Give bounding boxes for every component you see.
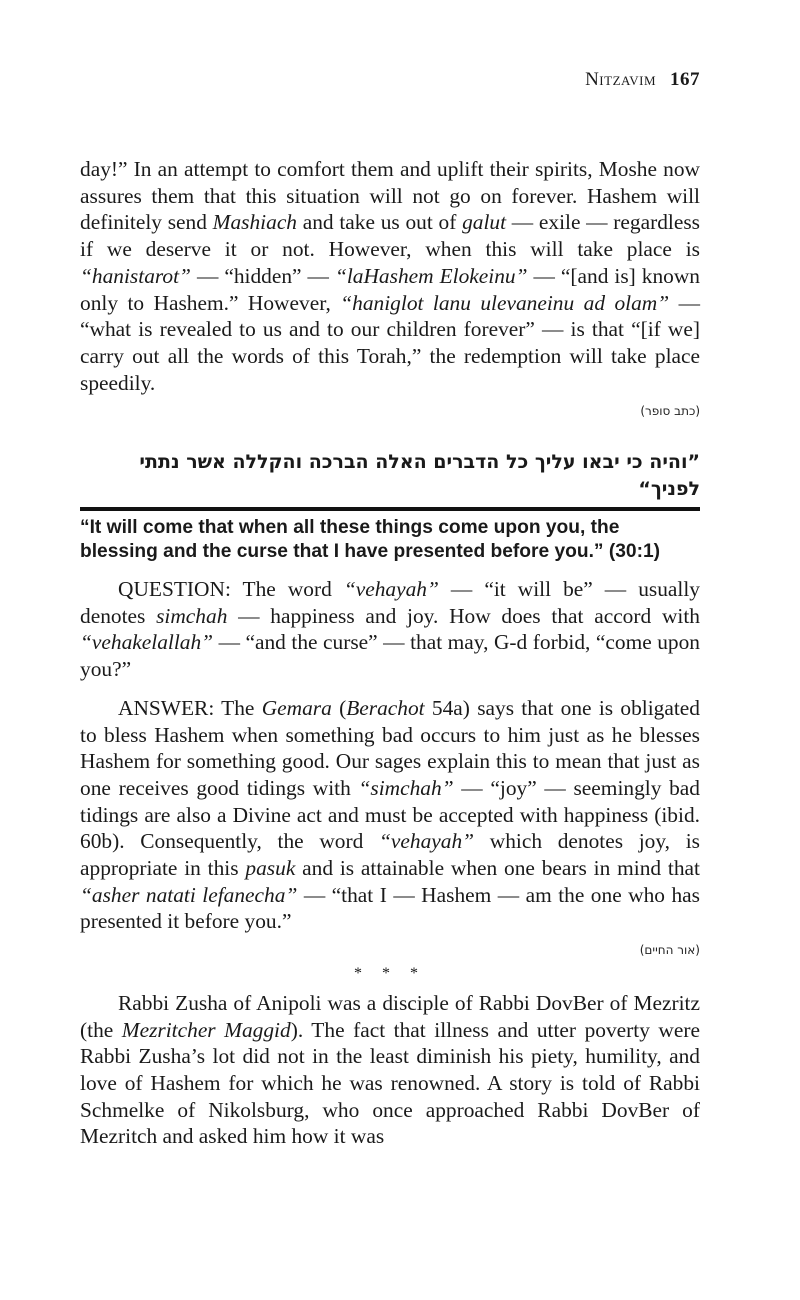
text-run: — “what is revealed to us and to our children forever” — is that “[if we] carry out all the words of this Torah,” the redemption will take place speedily. bbox=[80, 290, 700, 395]
source-citation-ksav-sofer: (כתב סופר) bbox=[640, 404, 700, 419]
italic-term: “vehayah” bbox=[343, 577, 439, 602]
text-run: — “it will be” — usually denotes bbox=[80, 577, 701, 628]
text-run: ). The fact that illness and utter poverty were Rabbi Zusha’s lot did not in the least diminish his piety, humility, and love of Hashem for which he was renowned. A story is told of Rabbi Schmelke of Nikolsburg, who once approached Rabbi DovBer of Mezritch and asked him how it was bbox=[80, 1017, 700, 1149]
running-head bbox=[80, 60, 700, 100]
text-run: — happiness and joy. How does that accord with bbox=[227, 603, 700, 628]
italic-term: “haniglot lanu ulevaneinu ad olam” bbox=[340, 290, 670, 315]
text-run: day!” In an attempt to comfort them and uplift their spirits, Moshe now assures them that this situation will not go on forever. Hashem will definitely send bbox=[80, 157, 700, 235]
text-run: ( bbox=[331, 695, 347, 720]
italic-term: Mashiach bbox=[212, 210, 298, 235]
text-run: — “that I — Hashem — am the one who has presented it before you.” bbox=[80, 882, 700, 934]
text-run: — “[and is] known only to Hashem.” However, bbox=[80, 263, 700, 315]
italic-term: simchah bbox=[156, 603, 228, 628]
italic-term: Gemara bbox=[261, 695, 332, 720]
text-run: — exile — regardless if we deserve it or not. However, when this will take place is bbox=[80, 210, 701, 262]
italic-term: galut bbox=[462, 210, 507, 235]
section-title: Nitzavim bbox=[585, 69, 656, 90]
page-number: 167 bbox=[670, 69, 700, 90]
italic-term: “simchah” bbox=[358, 775, 454, 800]
italic-term: “vehakelallah” bbox=[80, 630, 214, 655]
text-run: QUESTION: The word bbox=[118, 577, 344, 602]
answer-paragraph bbox=[80, 695, 700, 935]
text-run: ANSWER: The bbox=[118, 695, 262, 720]
italic-term: Berachot bbox=[346, 695, 425, 720]
italic-term: Mezritcher Maggid bbox=[121, 1017, 291, 1042]
italic-term: “asher natati lefanecha” bbox=[80, 882, 298, 907]
italic-term: “laHashem Elokeinu” bbox=[334, 263, 528, 288]
english-verse-heading: “It will come that when all these things come upon you, the blessing and the curse that I have presented before you.” (30:1) bbox=[80, 517, 661, 563]
text-run: and is attainable when one bears in mind that bbox=[295, 856, 700, 881]
italic-term: “vehayah” bbox=[379, 829, 475, 854]
hebrew-verse-heading: ”והיה כי יבאו עליך כל הדברים האלה הברכה והקללה אשר נתתי לפניך“ bbox=[139, 451, 700, 501]
text-run: — “and the curse” — that may, G-d forbid, “come upon you?” bbox=[80, 630, 700, 682]
section-break-stars: * * * bbox=[354, 964, 426, 982]
text-run: — “hidden” — bbox=[190, 263, 335, 288]
italic-term: “hanistarot” bbox=[80, 263, 191, 288]
question-paragraph bbox=[80, 576, 700, 683]
story-paragraph bbox=[80, 990, 700, 1150]
text-run: and take us out of bbox=[297, 210, 463, 235]
source-citation-ohr-hachaim: (אור החיים) bbox=[639, 943, 700, 958]
text-run: Rabbi Zusha of Anipoli was a disciple of Rabbi DovBer of Mezritz (the bbox=[80, 990, 700, 1042]
heading-rule bbox=[80, 507, 700, 511]
italic-term: pasuk bbox=[245, 856, 296, 881]
text-run: which denotes joy, is appropriate in this bbox=[80, 829, 700, 881]
text-run: 54a) says that one is obligated to bless Hashem when something bad occurs to him just as he blesses Hashem for something good. Our sages explain this to mean that just as one receives good tidings with bbox=[80, 695, 700, 800]
paragraph-continuation bbox=[80, 156, 700, 396]
book-page bbox=[80, 60, 700, 1150]
text-run: — “joy” — seemingly bad tidings are also a Divine act and must be accepted with happiness (ibid. 60b). Consequently, the word bbox=[80, 775, 700, 854]
